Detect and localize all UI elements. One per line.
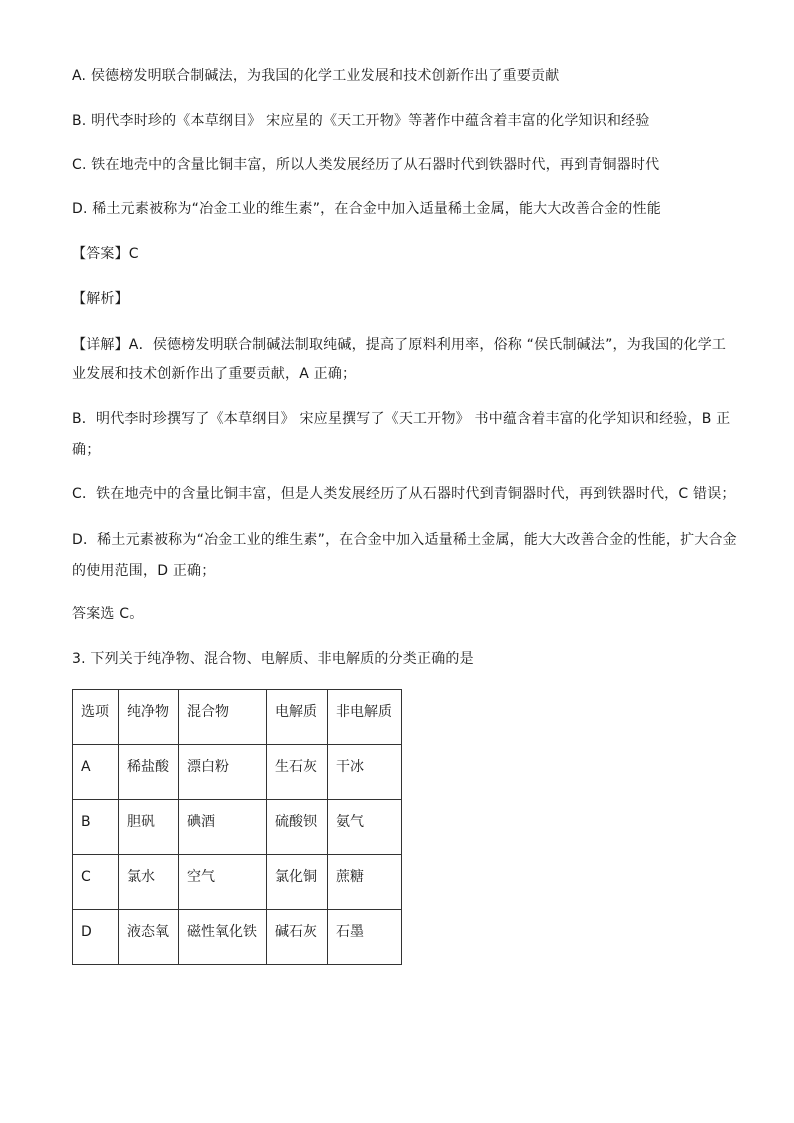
table-cell: 磁性氧化铁 bbox=[179, 910, 267, 965]
analysis-conclusion: 答案选 C。 bbox=[72, 606, 144, 622]
detail-d-line2: 的使用范围，D 正确； bbox=[72, 563, 216, 579]
table-header-cell: 选项 bbox=[73, 690, 119, 745]
table-cell: 胆矾 bbox=[119, 800, 179, 855]
table-cell: 氯水 bbox=[119, 855, 179, 910]
table-row bbox=[73, 855, 402, 910]
detail-b-line2: 确； bbox=[72, 442, 101, 458]
table-cell: B bbox=[73, 800, 119, 855]
table-header-cell: 电解质 bbox=[267, 690, 328, 745]
answer-label: 【答案】C bbox=[72, 246, 139, 262]
detail-d-line1: D．稀土元素被称为“冶金工业的维生素”，在合金中加入适量稀土金属，能大大改善合金的性能，扩大合金 bbox=[72, 532, 737, 548]
option-b: B. 明代李时珍的《本草纲目》 宋应星的《天工开物》等著作中蕴含着丰富的化学知识和经验 bbox=[72, 113, 650, 129]
detail-c: C．铁在地壳中的含量比铜丰富，但是人类发展经历了从石器时代到青铜器时代，再到铁器时代，C 错误； bbox=[72, 486, 736, 502]
table-cell: C bbox=[73, 855, 119, 910]
option-a: A. 侯德榜发明联合制碱法，为我国的化学工业发展和技术创新作出了重要贡献 bbox=[72, 68, 560, 84]
table-header-cell: 混合物 bbox=[179, 690, 267, 745]
table-cell: 石墨 bbox=[328, 910, 402, 965]
classification-table bbox=[72, 689, 402, 965]
table-cell: 氯化铜 bbox=[267, 855, 328, 910]
table-cell: 空气 bbox=[179, 855, 267, 910]
table-cell: 生石灰 bbox=[267, 745, 328, 800]
table-cell: 碘酒 bbox=[179, 800, 267, 855]
analysis-label: 【解析】 bbox=[72, 291, 129, 307]
detail-b-line1: B．明代李时珍撰写了《本草纲目》 宋应星撰写了《天工开物》 书中蕴含着丰富的化学知识和经验，B 正 bbox=[72, 411, 731, 427]
detail-a-line1: 【详解】A．侯德榜发明联合制碱法制取纯碱，提高了原料利用率，俗称 “侯氏制碱法”，为我国的化学工 bbox=[72, 337, 727, 353]
table-header-cell: 非电解质 bbox=[328, 690, 402, 745]
table-cell: 液态氧 bbox=[119, 910, 179, 965]
table-header-cell: 纯净物 bbox=[119, 690, 179, 745]
table-cell: 干冰 bbox=[328, 745, 402, 800]
table-cell: 漂白粉 bbox=[179, 745, 267, 800]
option-d: D. 稀土元素被称为“冶金工业的维生素”，在合金中加入适量稀土金属，能大大改善合金的性能 bbox=[72, 201, 661, 217]
table-cell: 碱石灰 bbox=[267, 910, 328, 965]
table-row bbox=[73, 800, 402, 855]
table-cell: 氨气 bbox=[328, 800, 402, 855]
question-3-stem: 3. 下列关于纯净物、混合物、电解质、非电解质的分类正确的是 bbox=[72, 651, 474, 667]
table-cell: 蔗糖 bbox=[328, 855, 402, 910]
table-cell: 硫酸钡 bbox=[267, 800, 328, 855]
table-cell: A bbox=[73, 745, 119, 800]
detail-a-line2: 业发展和技术创新作出了重要贡献，A 正确； bbox=[72, 366, 357, 382]
table-cell: D bbox=[73, 910, 119, 965]
table-row bbox=[73, 910, 402, 965]
option-c: C. 铁在地壳中的含量比铜丰富，所以人类发展经历了从石器时代到铁器时代，再到青铜器时代 bbox=[72, 157, 660, 173]
table-header-row bbox=[73, 690, 402, 745]
table-cell: 稀盐酸 bbox=[119, 745, 179, 800]
table-row bbox=[73, 745, 402, 800]
